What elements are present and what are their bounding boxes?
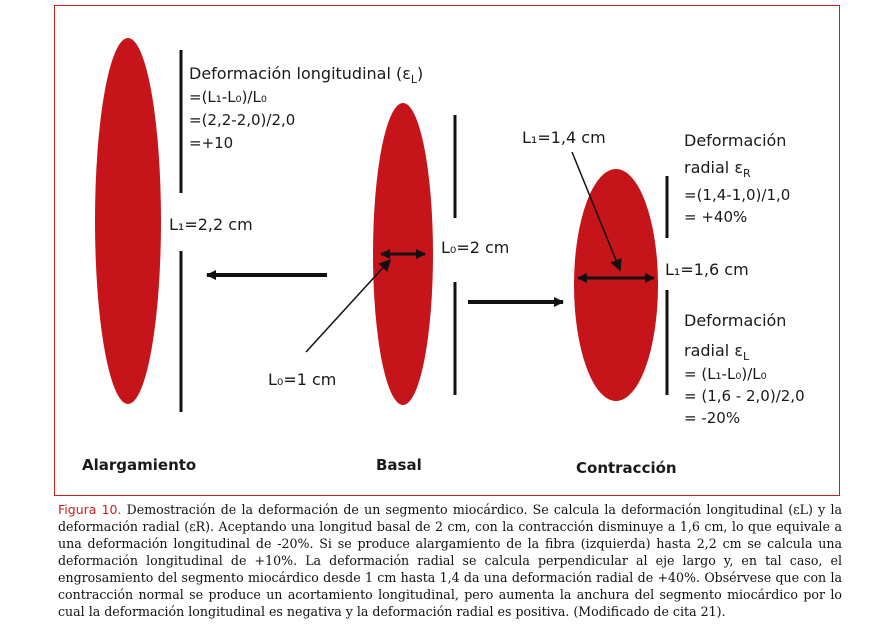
right-radial-formula-2: = +40% xyxy=(684,208,748,226)
figure-caption xyxy=(58,501,842,620)
right-caption: Contracción xyxy=(576,459,677,477)
right-long-title-1: Deformación xyxy=(684,311,787,330)
left-caption: Alargamiento xyxy=(82,456,197,474)
right-long-formula-1: = (L₁-L₀)/L₀ xyxy=(684,365,767,383)
basal-length-label: L₀=2 cm xyxy=(441,238,510,257)
right-long-title-2: radial $\varepsilon_L$ xyxy=(684,341,750,363)
figure-caption-text: Demostración de la deformación de un segmento miocárdico. Se calcula la deformación longitudinal (εL) y la deformación radial (εR). Aceptando una longitud basal de 2 cm, con la contracción disminuye a 1,6 cm, lo que equivale a una deformación longitudinal de -20%. Si se produce alargamiento de la fibra (izquierda) hasta 2,2 cm se calcula una deformación longitudinal de +10%. La deformación radial se calcula perpendicular al eje largo y, en tal caso, el engrosamiento del segmento miocárdico desde 1 cm hasta 1,4 da una deformación radial de +40%. Obsérvese que con la contracción normal se produce un acortamiento longitudinal, pero aumenta la anchura del segmento miocárdico por lo cual la deformación longitudinal es negativa y la deformación radial es positiva. (Modificado de cita 21). xyxy=(58,502,842,619)
right-radial-title-2: radial $\varepsilon_R$ xyxy=(684,158,751,180)
basal-caption: Basal xyxy=(376,456,422,474)
right-radial-title-1: Deformación xyxy=(684,131,787,150)
right-width-label: L₁=1,4 cm xyxy=(522,128,606,147)
left-formula-2: =(2,2-2,0)/2,0 xyxy=(189,111,296,129)
right-length-label: L₁=1,6 cm xyxy=(665,260,749,279)
contracted-segment xyxy=(574,169,658,401)
figure-caption-label: Figura 10. xyxy=(58,502,122,517)
left-length-label: L₁=2,2 cm xyxy=(169,215,253,234)
right-long-formula-2: = (1,6 - 2,0)/2,0 xyxy=(684,387,805,405)
basal-width-label: L₀=1 cm xyxy=(268,370,337,389)
left-title: Deformación longitudinal $(\varepsilon_L)$ xyxy=(189,64,424,86)
left-formula-3: =+10 xyxy=(189,134,234,152)
right-long-formula-3: = -20% xyxy=(684,409,741,427)
right-radial-formula-1: =(1,4-1,0)/1,0 xyxy=(684,186,791,204)
elongated-segment xyxy=(95,38,161,404)
left-formula-1: =(L₁-L₀)/L₀ xyxy=(189,88,267,106)
